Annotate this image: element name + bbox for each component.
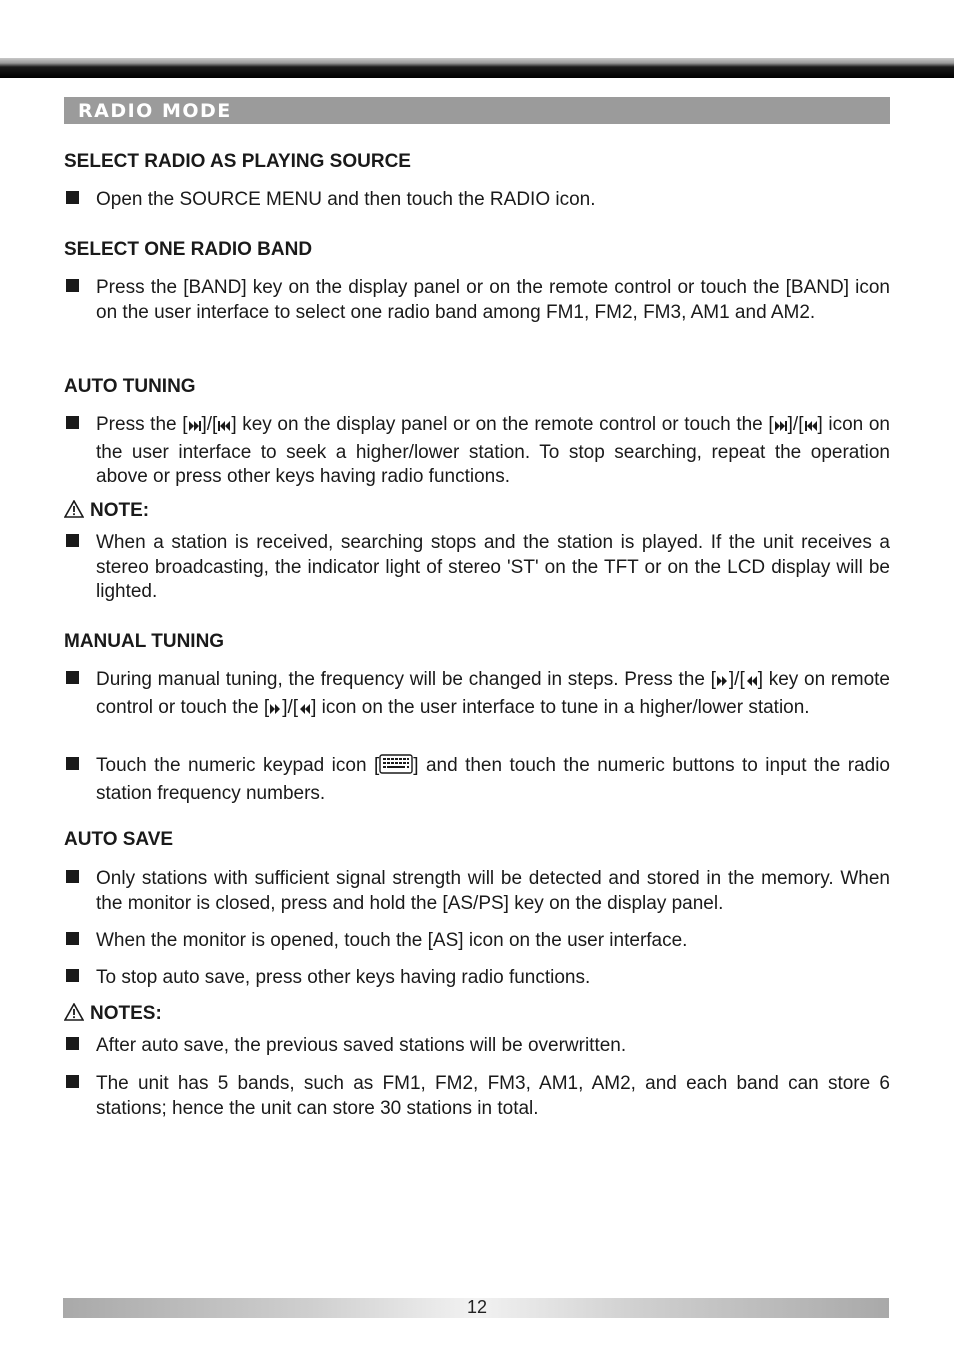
heading-manual-tuning: MANUAL TUNING <box>64 631 225 652</box>
section-title: RADIO MODE <box>78 100 232 122</box>
bullet-square-icon <box>66 534 79 547</box>
next-track-icon <box>774 416 788 441</box>
bullet-square-icon <box>66 416 79 429</box>
bullet-square-icon <box>66 969 79 982</box>
bullet-square-icon <box>66 279 79 292</box>
bullet-square-icon <box>66 932 79 945</box>
previous-track-icon <box>804 416 818 441</box>
top-decorative-bar <box>0 58 954 78</box>
step-forward-icon <box>269 699 282 724</box>
list-item: Press the [ ]/[ ] key on the display panel or on the remote control or touch the [ ]/[ ] icon on the user interface to seek a higher/lower station. To stop searching, repeat the operation above or press other keys having radio functions. <box>64 413 890 490</box>
notes-label: NOTES: <box>64 1003 162 1025</box>
heading-select-band: SELECT ONE RADIO BAND <box>64 239 313 260</box>
list-item: Open the SOURCE MENU and then touch the RADIO icon. <box>64 188 890 213</box>
list-item: Only stations with sufficient signal strength will be detected and stored in the memory. When the monitor is closed, press and hold the [AS/PS] key on the display panel. <box>64 867 890 916</box>
list-item: After auto save, the previous saved stations will be overwritten. <box>64 1034 890 1059</box>
heading-auto-save: AUTO SAVE <box>64 829 174 850</box>
bullet-square-icon <box>66 191 79 204</box>
section-header-bar <box>64 97 890 124</box>
list-item: Press the [BAND] key on the display panel or on the remote control or touch the [BAND] icon on the user interface to select one radio band among FM1, FM2, FM3, AM1 and AM2. <box>64 276 890 325</box>
page-number: 12 <box>466 1297 488 1317</box>
list-item: When a station is received, searching stops and the station is played. If the unit receives a stereo broadcasting, the indicator light of stereo 'ST' on the TFT or on the LCD display will be lighted. <box>64 531 890 605</box>
keypad-icon <box>379 754 413 782</box>
bullet-square-icon <box>66 1037 79 1050</box>
list-item: During manual tuning, the frequency will be changed in steps. Press the [ ]/[ ] key on remote control or touch the [ ]/[ ] icon on the user interface to tune in a higher/lower station. <box>64 668 890 723</box>
bullet-square-icon <box>66 870 79 883</box>
list-item: The unit has 5 bands, such as FM1, FM2, FM3, AM1, AM2, and each band can store 6 stations; hence the unit can store 30 stations in total. <box>64 1072 890 1121</box>
next-track-icon <box>188 416 202 441</box>
list-item: Touch the numeric keypad icon [ ] and then touch the numeric buttons to input the radio station frequency numbers. <box>64 754 890 806</box>
bullet-square-icon <box>66 757 79 770</box>
step-backward-icon <box>745 671 758 696</box>
previous-track-icon <box>217 416 231 441</box>
heading-auto-tuning: AUTO TUNING <box>64 376 196 397</box>
heading-select-source: SELECT RADIO AS PLAYING SOURCE <box>64 151 411 172</box>
warning-icon <box>64 1003 84 1021</box>
list-item: When the monitor is opened, touch the [AS] icon on the user interface. <box>64 929 890 954</box>
bullet-square-icon <box>66 671 79 684</box>
step-forward-icon <box>716 671 729 696</box>
warning-icon <box>64 500 84 518</box>
list-item: To stop auto save, press other keys having radio functions. <box>64 966 890 991</box>
bullet-square-icon <box>66 1075 79 1088</box>
step-backward-icon <box>298 699 311 724</box>
note-label: NOTE: <box>64 500 149 522</box>
